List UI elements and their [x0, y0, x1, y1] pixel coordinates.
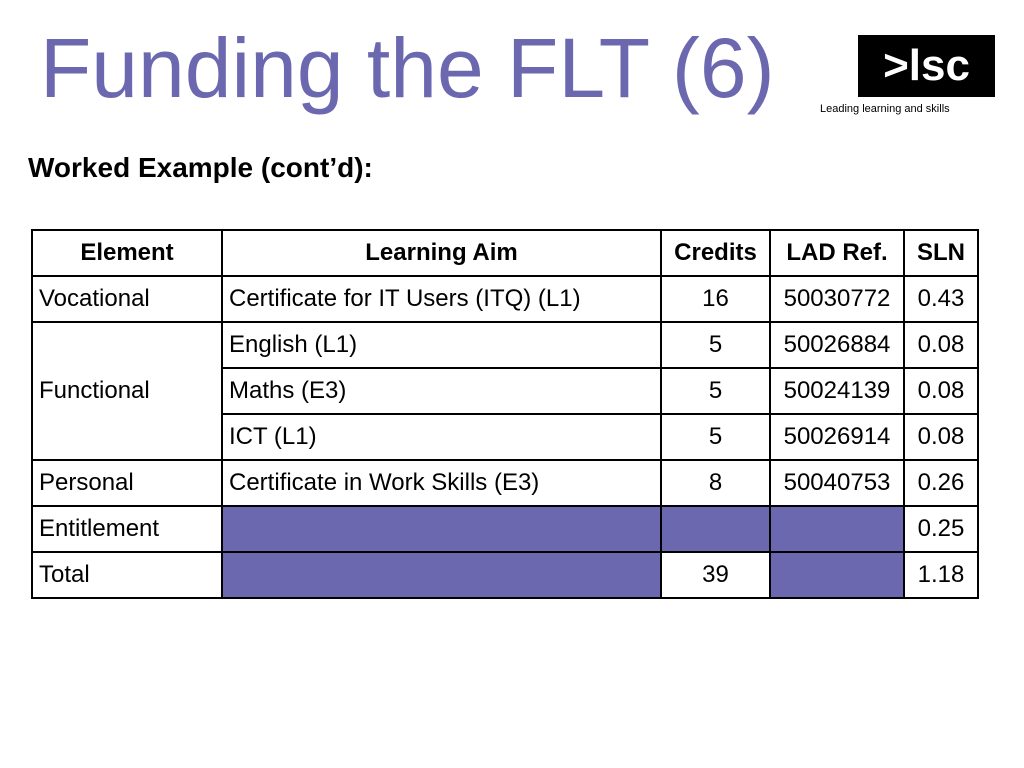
slide-title: Funding the FLT (6) [40, 21, 775, 115]
cell-learning-aim-shaded [222, 552, 661, 598]
cell-credits-shaded [661, 506, 770, 552]
funding-table [31, 229, 979, 599]
cell-sln: 1.18 [904, 552, 978, 598]
cell-credits: 5 [661, 414, 770, 460]
cell-learning-aim: English (L1) [222, 322, 661, 368]
cell-lad-ref: 50024139 [770, 368, 904, 414]
cell-credits: 16 [661, 276, 770, 322]
table-row [32, 322, 978, 368]
cell-element: Total [32, 552, 222, 598]
logo-tagline: Leading learning and skills [820, 103, 950, 115]
cell-sln: 0.08 [904, 322, 978, 368]
cell-sln: 0.25 [904, 506, 978, 552]
cell-credits: 8 [661, 460, 770, 506]
cell-learning-aim-shaded [222, 506, 661, 552]
cell-sln: 0.26 [904, 460, 978, 506]
cell-learning-aim: ICT (L1) [222, 414, 661, 460]
cell-lad-ref-shaded [770, 506, 904, 552]
cell-lad-ref: 50026914 [770, 414, 904, 460]
cell-sln: 0.43 [904, 276, 978, 322]
slide-subtitle: Worked Example (cont’d): [28, 152, 373, 183]
cell-sln: 0.08 [904, 414, 978, 460]
cell-element: Entitlement [32, 506, 222, 552]
cell-credits: 5 [661, 322, 770, 368]
header-learning-aim: Learning Aim [222, 230, 661, 276]
table-row [32, 276, 978, 322]
table-row-total [32, 552, 978, 598]
cell-lad-ref: 50030772 [770, 276, 904, 322]
cell-credits: 5 [661, 368, 770, 414]
cell-learning-aim: Certificate in Work Skills (E3) [222, 460, 661, 506]
cell-lad-ref-shaded [770, 552, 904, 598]
header-lad-ref: LAD Ref. [770, 230, 904, 276]
cell-sln: 0.08 [904, 368, 978, 414]
table-row [32, 460, 978, 506]
cell-element: Functional [32, 322, 222, 460]
cell-learning-aim: Maths (E3) [222, 368, 661, 414]
table-row [32, 506, 978, 552]
lsc-logo: >lsc [858, 35, 995, 97]
header-element: Element [32, 230, 222, 276]
cell-element: Vocational [32, 276, 222, 322]
header-sln: SLN [904, 230, 978, 276]
cell-lad-ref: 50026884 [770, 322, 904, 368]
cell-element: Personal [32, 460, 222, 506]
cell-learning-aim: Certificate for IT Users (ITQ) (L1) [222, 276, 661, 322]
cell-credits: 39 [661, 552, 770, 598]
table-header-row [32, 230, 978, 276]
cell-lad-ref: 50040753 [770, 460, 904, 506]
header-credits: Credits [661, 230, 770, 276]
